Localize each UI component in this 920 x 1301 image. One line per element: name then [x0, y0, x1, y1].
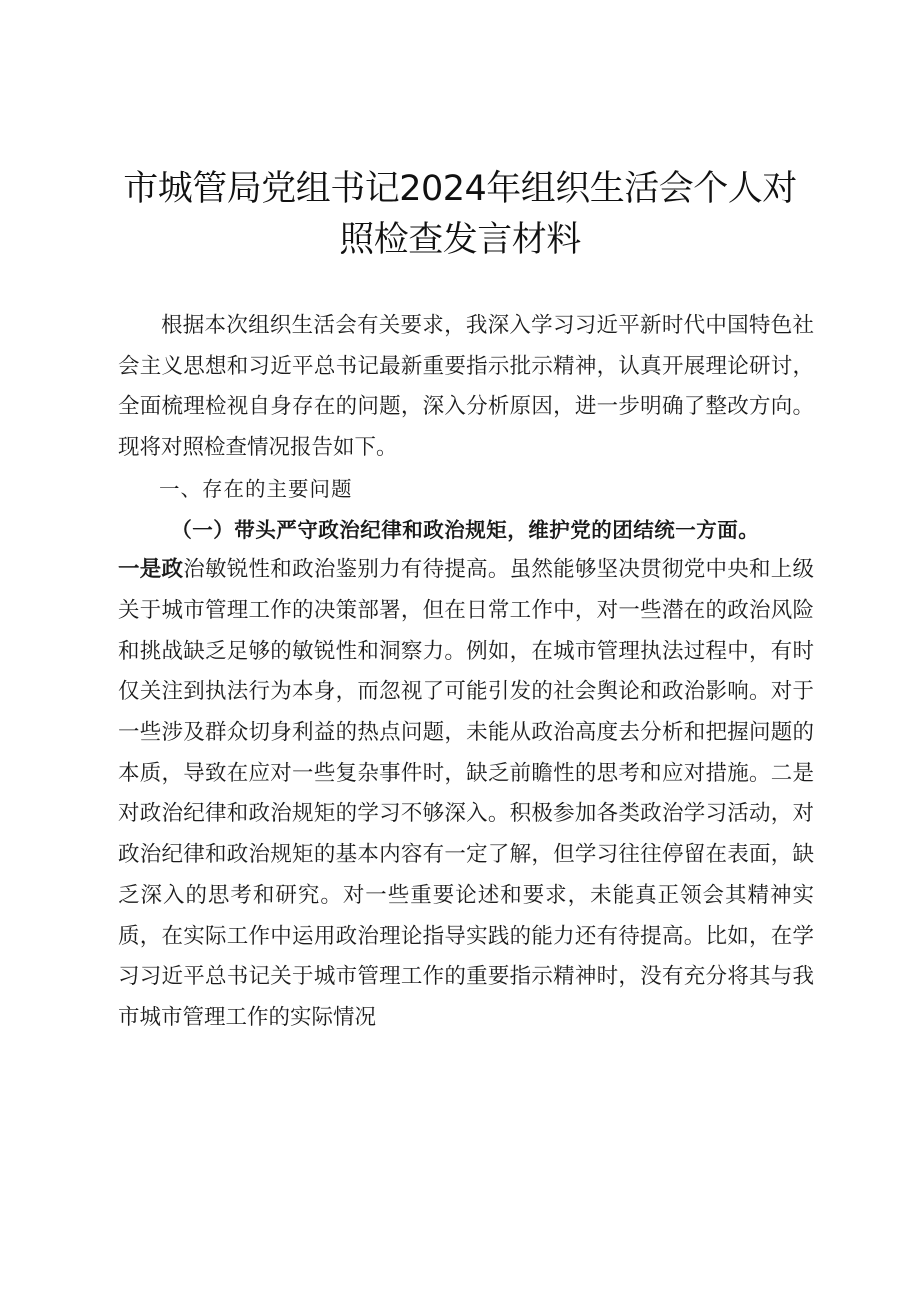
subsection-heading-1: （一）带头严守政治纪律和政治规矩，维护党的团结统一方面。 [171, 517, 760, 542]
document-title-line-2: 照检查发言材料 [339, 220, 581, 260]
document-title-line-1: 市城管局党组书记2024年组织生活会个人对 [123, 169, 797, 209]
document-title [110, 166, 810, 263]
document-body [118, 306, 814, 1039]
point-1-text: 治敏锐性和政治鉴别力有待提高。虽然能够坚决贯彻党中央和上级关于城市管理工作的决策部署，但在日常工作中，对一些潜在的政治风险和挑战缺乏足够的敏锐性和洞察力。例如，在城市管理执法过程中，有时仅关注到执法行为本身，而忽视了可能引发的社会舆论和政治影响。对于一些涉及群众切身利益的热点问题，未能从政治高度去分析和把握问题的本质，导致在应对一些复杂事件时，缺乏前瞻性的思考和应对措施。二是对政治纪律和政治规矩的学习不够深入。积极参加各类政治学习活动，对政治纪律和政治规矩的基本内容有一定了解，但学习往往停留在表面，缺乏深入的思考和研究。对一些重要论述和要求，未能真正领会其精神实质，在实际工作中运用政治理论指导实践的能力还有待提高。比如，在学习习近平总书记关于城市管理工作的重要指示精神时，没有充分将其与我市城市管理工作的实际情况 [118, 557, 814, 1030]
point-1-label: 一是政 [118, 557, 184, 583]
point-1-paragraph [118, 550, 814, 1038]
intro-paragraph: 根据本次组织生活会有关要求，我深入学习习近平新时代中国特色社会主义思想和习近平总书记最新重要指示批示精神，认真开展理论研讨，全面梳理检视自身存在的问题，深入分析原因，进一步明确了整改方向。现将对照检查情况报告如下。 [118, 313, 814, 461]
section-heading-1: 一、存在的主要问题 [159, 476, 353, 501]
